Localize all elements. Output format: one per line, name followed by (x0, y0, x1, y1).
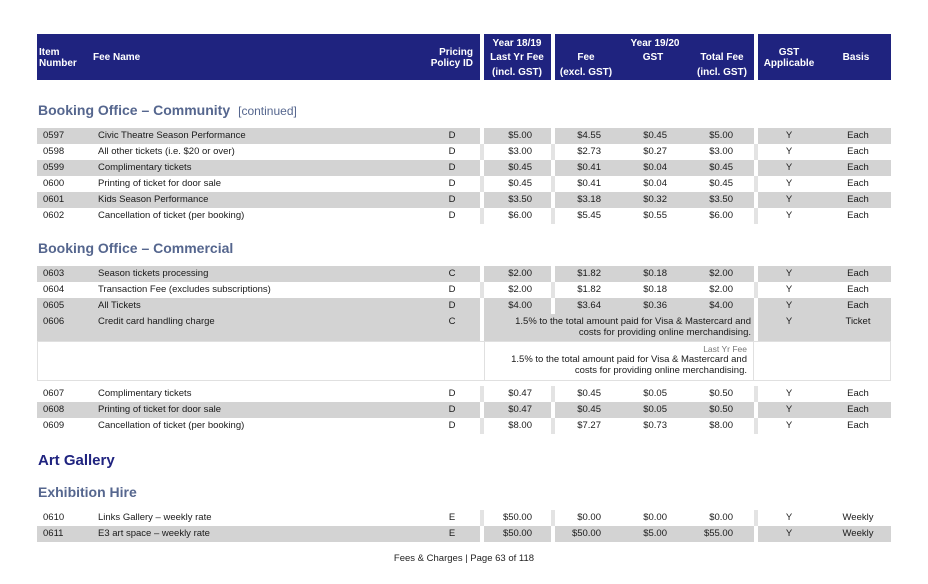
table-header (37, 34, 891, 80)
gst-amount: $0.18 (643, 284, 667, 295)
item-number: 0606 (43, 316, 65, 327)
gst-applicable: Y (785, 210, 793, 221)
gst-amount: $0.55 (643, 210, 667, 221)
table-row (37, 208, 891, 224)
column-divider (551, 144, 555, 160)
table-row (37, 176, 891, 192)
column-divider (480, 282, 484, 298)
column-divider (551, 282, 555, 298)
total-fee: $5.00 (709, 130, 733, 141)
table-row (37, 386, 891, 402)
header-total-fee: Total Fee (incl. GST) (697, 52, 747, 78)
section-title-text: Booking Office – Community (38, 102, 231, 118)
gst-amount: $0.05 (643, 388, 667, 399)
last-yr-fee: $50.00 (502, 512, 532, 523)
column-divider (480, 386, 484, 402)
gst-amount: $0.04 (643, 178, 667, 189)
basis: Each (847, 130, 869, 141)
gst-applicable: Y (785, 388, 793, 399)
column-divider (480, 160, 484, 176)
item-number: 0607 (43, 388, 65, 399)
fee-excl-gst: $3.64 (577, 300, 601, 311)
gst-applicable: Y (785, 300, 793, 311)
gst-amount: $0.73 (643, 420, 667, 431)
last-yr-fee: $4.00 (508, 300, 532, 311)
basis: Each (847, 420, 869, 431)
pricing-policy-id: D (448, 404, 456, 415)
fee-excl-gst: $0.41 (577, 162, 601, 173)
item-number: 0610 (43, 512, 65, 523)
item-number: 0602 (43, 210, 65, 221)
pricing-policy-id: E (448, 528, 456, 539)
table-row (37, 160, 891, 176)
column-divider (480, 402, 484, 418)
column-divider (480, 128, 484, 144)
pricing-policy-id: C (448, 316, 456, 327)
header-gst: GST (642, 52, 664, 63)
section-title-community (38, 102, 297, 118)
gst-applicable: Y (785, 420, 793, 431)
item-number: 0605 (43, 300, 65, 311)
fee-excl-gst: $0.41 (577, 178, 601, 189)
basis: Each (847, 388, 869, 399)
pricing-policy-id: D (448, 284, 456, 295)
gst-amount: $0.00 (643, 512, 667, 523)
fee-name: Complimentary tickets (98, 162, 192, 173)
basis: Each (847, 404, 869, 415)
pricing-policy-id: C (448, 268, 456, 279)
last-yr-fee: $5.00 (508, 130, 532, 141)
last-year-fee-text: 1.5% to the total amount paid for Visa & Mastercard and costs for providing online merchandising. (511, 354, 747, 376)
gst-applicable: Y (785, 130, 793, 141)
column-divider (754, 282, 758, 298)
section-title-exhibition-hire: Exhibition Hire (38, 484, 137, 500)
fee-name: Complimentary tickets (98, 388, 192, 399)
last-yr-fee: $0.47 (508, 404, 532, 415)
column-divider (480, 176, 484, 192)
basis: Each (847, 300, 869, 311)
pricing-policy-id: D (448, 300, 456, 311)
table-row (37, 298, 891, 314)
column-divider (754, 402, 758, 418)
column-divider (754, 386, 758, 402)
last-yr-fee: $8.00 (508, 420, 532, 431)
fee-excl-gst: $2.73 (577, 146, 601, 157)
last-yr-fee: $6.00 (508, 210, 532, 221)
table-row-0606 (37, 314, 891, 341)
header-item-number: Item Number (39, 47, 77, 69)
last-yr-fee: $0.45 (508, 178, 532, 189)
column-divider (754, 128, 758, 144)
item-number: 0597 (43, 130, 65, 141)
header-year-1920: Year 19/20 (630, 38, 680, 49)
column-divider (754, 192, 758, 208)
total-fee: $0.45 (709, 162, 733, 173)
last-yr-fee: $0.45 (508, 162, 532, 173)
basis: Each (847, 194, 869, 205)
gst-amount: $0.18 (643, 268, 667, 279)
fee-excl-gst: $1.82 (577, 268, 601, 279)
last-yr-fee: $3.00 (508, 146, 532, 157)
fee-description: 1.5% to the total amount paid for Visa & Mastercard and costs for providing online merchandising. (515, 316, 751, 338)
item-number: 0609 (43, 420, 65, 431)
fee-name: Printing of ticket for door sale (98, 404, 222, 415)
column-divider (754, 510, 758, 526)
total-fee: $3.00 (709, 146, 733, 157)
total-fee: $8.00 (709, 420, 733, 431)
fee-name: Cancellation of ticket (per booking) (98, 210, 245, 221)
last-year-fee-label: Last Yr Fee (703, 344, 747, 354)
column-divider (754, 418, 758, 434)
column-divider (754, 176, 758, 192)
basis: Weekly (842, 528, 874, 539)
fee-excl-gst: $0.45 (577, 404, 601, 415)
fee-name: Credit card handling charge (98, 316, 215, 327)
basis: Weekly (842, 512, 874, 523)
table-row (37, 526, 891, 542)
gst-applicable: Y (785, 268, 793, 279)
column-divider (551, 176, 555, 192)
column-divider (551, 510, 555, 526)
gst-applicable: Y (785, 194, 793, 205)
fee-name: Links Gallery – weekly rate (98, 512, 212, 523)
basis: Each (847, 146, 869, 157)
pricing-policy-id: D (448, 194, 456, 205)
last-yr-fee: $2.00 (508, 284, 532, 295)
column-divider (551, 418, 555, 434)
total-fee: $0.00 (709, 512, 733, 523)
fee-name: Kids Season Performance (98, 194, 209, 205)
total-fee: $4.00 (709, 300, 733, 311)
header-fee: Fee (excl. GST) (559, 52, 613, 78)
column-divider (480, 208, 484, 224)
table-row (37, 418, 891, 434)
total-fee: $55.00 (703, 528, 733, 539)
column-divider (551, 298, 555, 314)
column-divider (480, 314, 484, 341)
gst-applicable: Y (785, 146, 793, 157)
item-number: 0598 (43, 146, 65, 157)
header-last-yr-fee: Last Yr Fee (incl. GST) (490, 52, 544, 78)
pricing-policy-id: D (448, 210, 456, 221)
column-divider (551, 208, 555, 224)
last-yr-fee: $2.00 (508, 268, 532, 279)
column-divider (551, 526, 555, 542)
basis: Ticket (845, 316, 871, 327)
column-divider (480, 192, 484, 208)
section-title-commercial: Booking Office – Commercial (38, 240, 234, 256)
table-row (37, 266, 891, 282)
gst-applicable: Y (785, 162, 793, 173)
basis: Each (847, 268, 869, 279)
basis: Each (847, 178, 869, 189)
column-divider (480, 144, 484, 160)
gst-applicable: Y (785, 528, 793, 539)
pricing-policy-id: D (448, 130, 456, 141)
column-divider (551, 402, 555, 418)
table-row (37, 128, 891, 144)
column-divider (480, 266, 484, 282)
gst-applicable: Y (785, 284, 793, 295)
table-row (37, 192, 891, 208)
item-number: 0604 (43, 284, 65, 295)
page-footer: Fees & Charges | Page 63 of 118 (393, 553, 535, 564)
column-divider (754, 160, 758, 176)
table-row (37, 402, 891, 418)
column-divider (754, 266, 758, 282)
item-number: 0608 (43, 404, 65, 415)
total-fee: $0.50 (709, 388, 733, 399)
fee-name: All other tickets (i.e. $20 or over) (98, 146, 235, 157)
last-year-fee-box (37, 341, 891, 381)
pricing-policy-id: D (448, 388, 456, 399)
header-basis: Basis (842, 52, 870, 63)
last-yr-fee: $50.00 (502, 528, 532, 539)
section-title-art-gallery: Art Gallery (38, 452, 115, 469)
item-number: 0601 (43, 194, 65, 205)
table-row (37, 510, 891, 526)
total-fee: $2.00 (709, 284, 733, 295)
total-fee: $3.50 (709, 194, 733, 205)
fee-name: Printing of ticket for door sale (98, 178, 222, 189)
gst-amount: $0.27 (643, 146, 667, 157)
gst-amount: $5.00 (643, 528, 667, 539)
pricing-policy-id: D (448, 162, 456, 173)
column-divider (480, 510, 484, 526)
basis: Each (847, 162, 869, 173)
column-divider (754, 144, 758, 160)
table-row (37, 144, 891, 160)
fee-name: Civic Theatre Season Performance (98, 130, 246, 141)
header-year-1819: Year 18/19 (492, 38, 542, 49)
fee-name: All Tickets (98, 300, 141, 311)
gst-applicable: Y (785, 178, 793, 189)
fee-excl-gst: $1.82 (577, 284, 601, 295)
item-number: 0611 (43, 528, 64, 539)
column-divider (754, 526, 758, 542)
column-divider (551, 266, 555, 282)
pricing-policy-id: D (448, 178, 456, 189)
fee-name: Season tickets processing (98, 268, 209, 279)
last-year-fee-cell (484, 342, 754, 380)
column-divider (754, 298, 758, 314)
total-fee: $0.50 (709, 404, 733, 415)
fee-name: E3 art space – weekly rate (98, 528, 210, 539)
gst-applicable: Y (785, 404, 793, 415)
last-yr-fee: $0.47 (508, 388, 532, 399)
item-number: 0603 (43, 268, 65, 279)
pricing-policy-id: E (448, 512, 456, 523)
gst-amount: $0.04 (643, 162, 667, 173)
gst-applicable: Y (785, 316, 793, 327)
gst-amount: $0.05 (643, 404, 667, 415)
total-fee: $2.00 (709, 268, 733, 279)
pricing-policy-id: D (448, 146, 456, 157)
fee-excl-gst: $3.18 (577, 194, 601, 205)
column-divider (480, 418, 484, 434)
total-fee: $0.45 (709, 178, 733, 189)
header-fee-name: Fee Name (93, 52, 141, 63)
basis: Each (847, 210, 869, 221)
gst-amount: $0.45 (643, 130, 667, 141)
column-divider (480, 298, 484, 314)
gst-amount: $0.32 (643, 194, 667, 205)
header-gst-applicable: GST Applicable (763, 47, 815, 69)
fee-excl-gst: $0.45 (577, 388, 601, 399)
item-number: 0600 (43, 178, 65, 189)
header-pricing-policy: Pricing Policy ID (430, 47, 473, 69)
fee-name: Cancellation of ticket (per booking) (98, 420, 245, 431)
fee-excl-gst: $5.45 (577, 210, 601, 221)
basis: Each (847, 284, 869, 295)
gst-applicable: Y (785, 512, 793, 523)
pricing-policy-id: D (448, 420, 456, 431)
table-row (37, 282, 891, 298)
fee-excl-gst: $50.00 (571, 528, 601, 539)
item-number: 0599 (43, 162, 65, 173)
column-divider (551, 386, 555, 402)
column-divider (754, 208, 758, 224)
column-divider (480, 526, 484, 542)
gst-amount: $0.36 (643, 300, 667, 311)
fee-name: Transaction Fee (excludes subscriptions) (98, 284, 271, 295)
last-yr-fee: $3.50 (508, 194, 532, 205)
column-divider (551, 192, 555, 208)
fee-excl-gst: $0.00 (577, 512, 601, 523)
continued-label: [continued] (238, 104, 297, 118)
fee-excl-gst: $7.27 (577, 420, 601, 431)
column-divider (551, 160, 555, 176)
fee-excl-gst: $4.55 (577, 130, 601, 141)
total-fee: $6.00 (709, 210, 733, 221)
column-divider (551, 128, 555, 144)
